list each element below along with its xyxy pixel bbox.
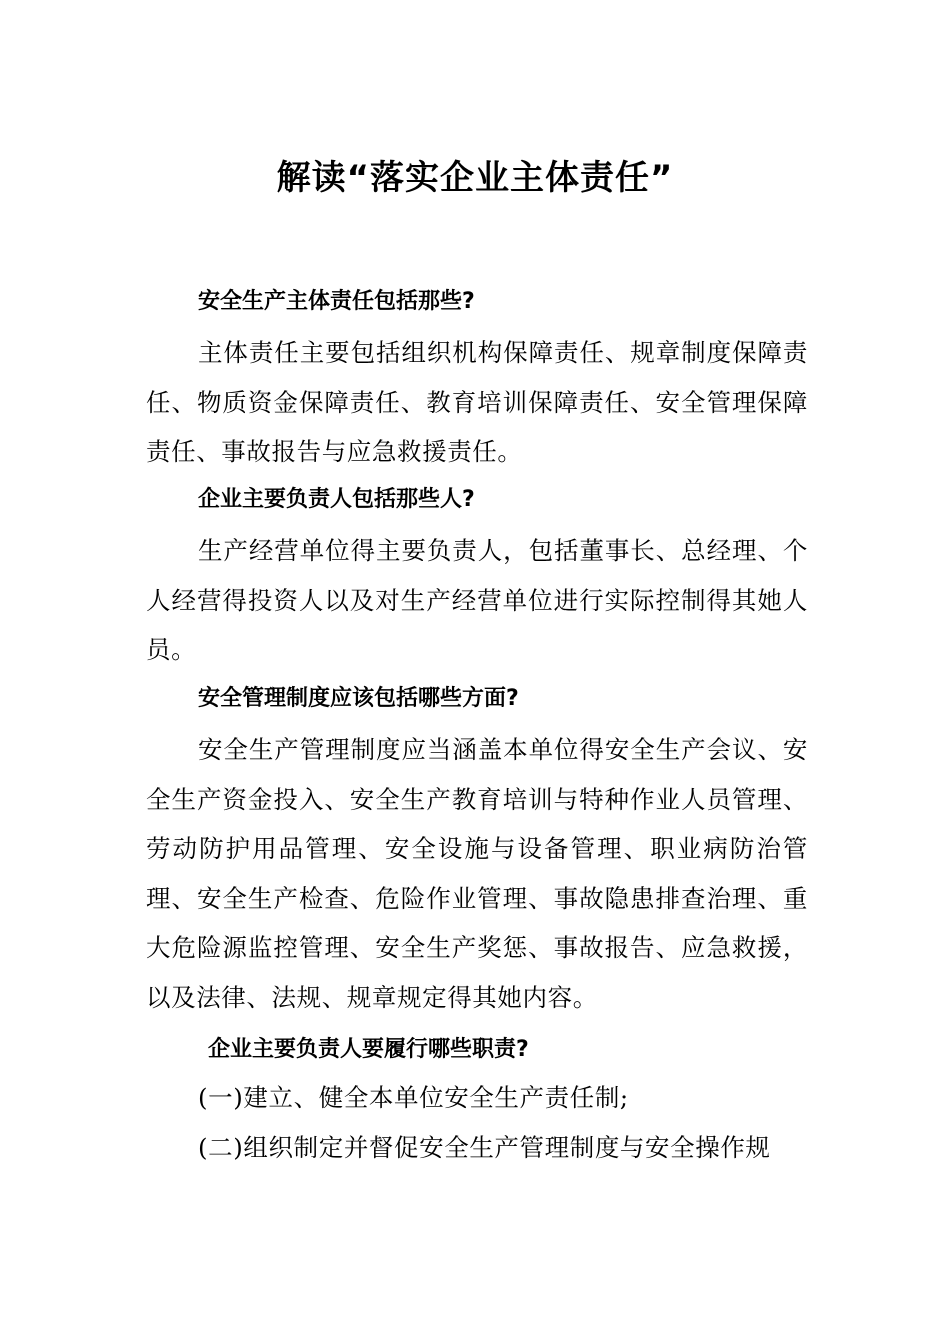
section-heading: 企业主要负责人要履行哪些职责? [208,1037,529,1062]
section-heading: 安全生产主体责任包括那些? [198,289,475,314]
document-title: 解读“落实企业主体责任” [276,158,674,198]
section-paragraph: 主体责任主要包括组织机构保障责任、规章制度保障责任、物质资金保障责任、教育培训保障责任、安全管理保障责任、事故报告与应急救援责任。 [146,338,808,466]
section-heading: 安全管理制度应该包括哪些方面? [198,686,519,711]
list-item: (二)组织制定并督促安全生产管理制度与安全操作规 [198,1133,771,1162]
section-paragraph: 安全生产管理制度应当涵盖本单位得安全生产会议、安全生产资金投入、安全生产教育培训与特种作业人员管理、劳动防护用品管理、安全设施与设备管理、职业病防治管理、安全生产检查、危险作业管理、事故隐患排查治理、重大危险源监控管理、安全生产奖惩、事故报告、应急救援，以及法律、法规、规章规定得其她内容。 [146,735,808,1012]
section-paragraph: 生产经营单位得主要负责人，包括董事长、总经理、个人经营得投资人以及对生产经营单位进行实际控制得其她人员。 [146,536,808,664]
section-heading: 企业主要负责人包括那些人? [198,487,475,512]
list-item: (一)建立、健全本单位安全生产责任制; [198,1083,629,1112]
